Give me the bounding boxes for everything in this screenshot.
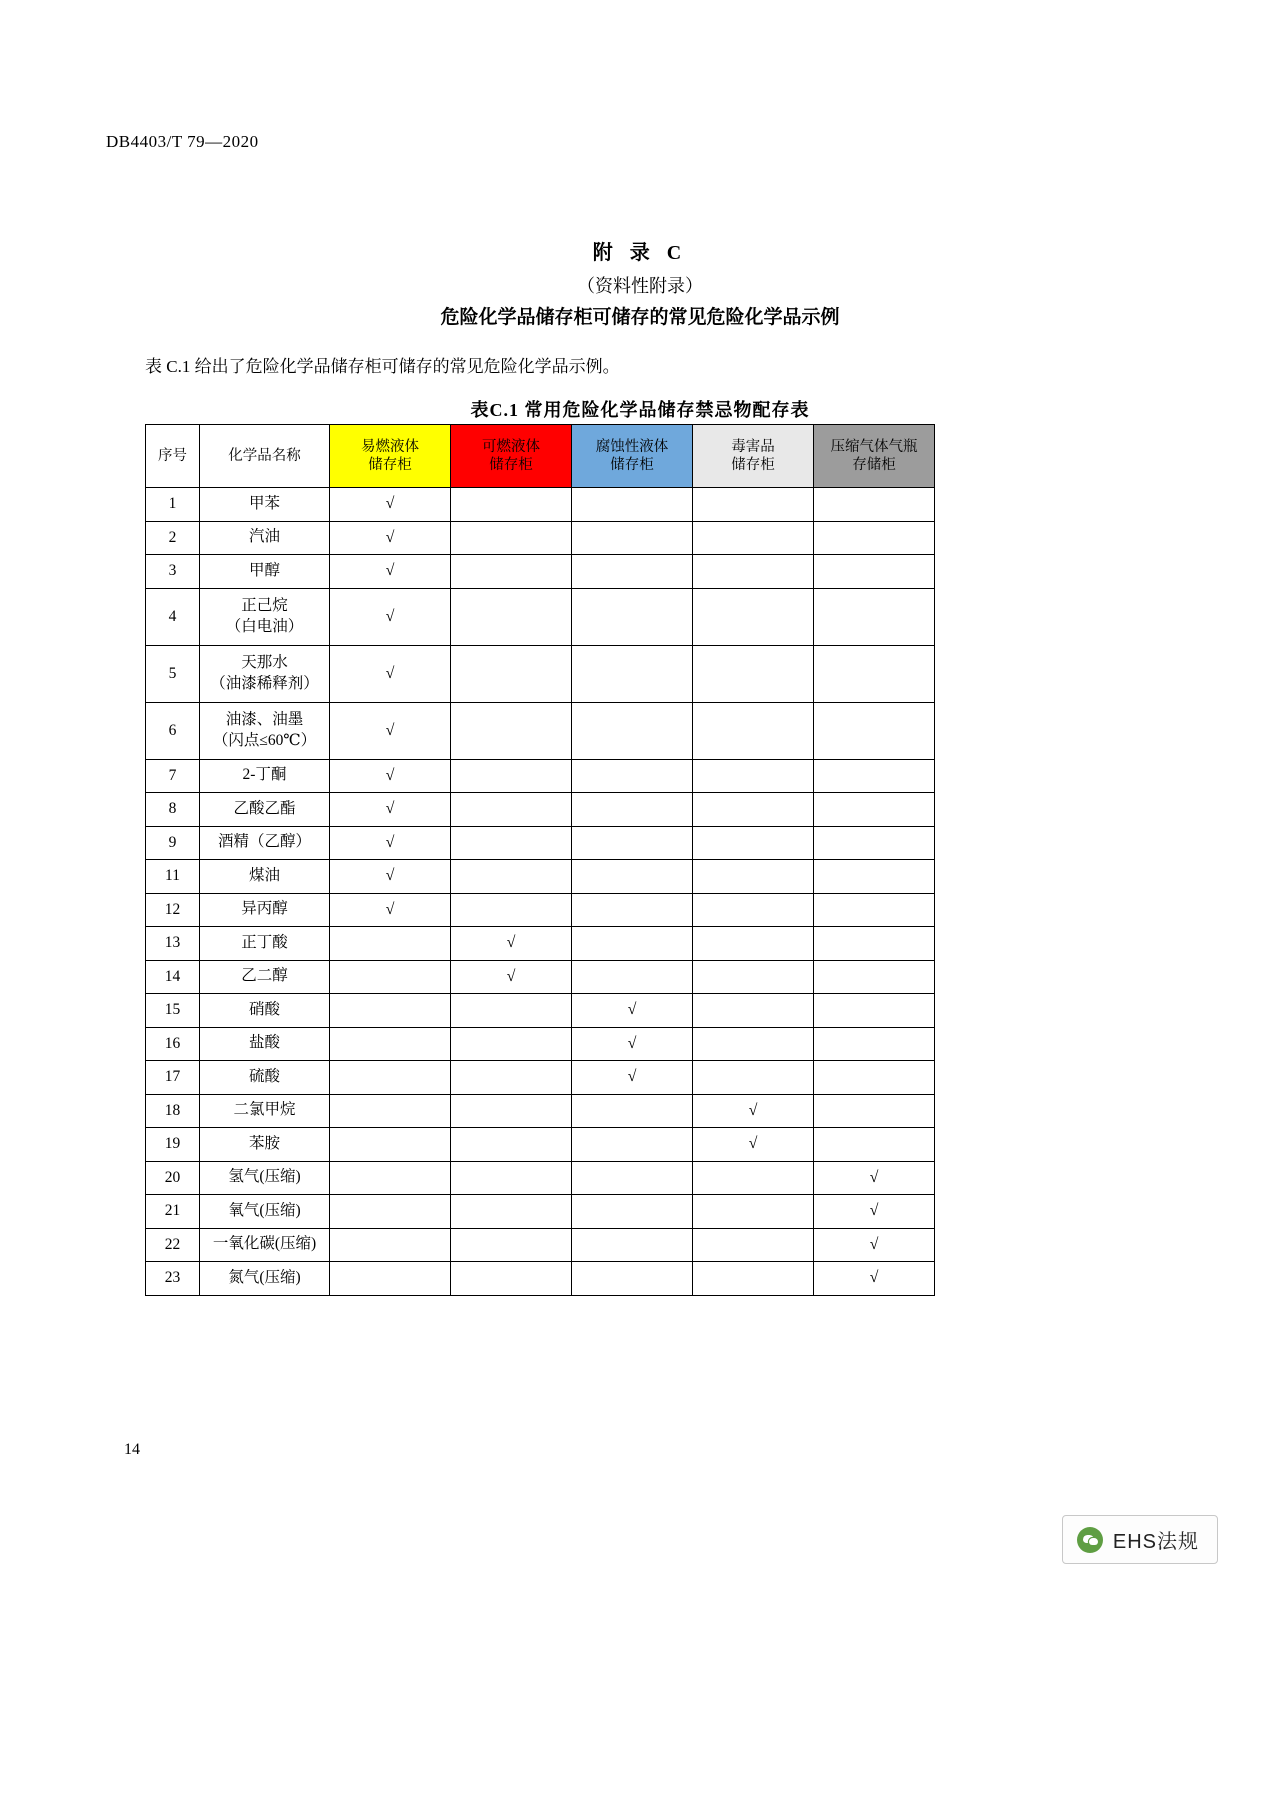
cell-corrosive-liquid	[572, 1161, 693, 1195]
chemical-name-line: 异丙醇	[241, 900, 288, 918]
chemical-name	[200, 555, 330, 589]
cell-flammable-liquid	[330, 1128, 451, 1162]
cell-toxic	[693, 1161, 814, 1195]
header-combustible-liquid-cabinet	[451, 425, 572, 488]
check-mark-icon: √	[385, 607, 395, 625]
table-caption: 表C.1 常用危险化学品储存禁忌物配存表	[470, 400, 810, 420]
check-mark-icon: √	[385, 800, 395, 818]
cell-combustible-liquid	[451, 1161, 572, 1195]
check-mark-icon: √	[506, 934, 516, 952]
intro-paragraph: 表 C.1 给出了危险化学品储存柜可储存的常见危险化学品示例。	[145, 357, 620, 376]
check-mark-icon: √	[748, 1135, 758, 1153]
row-index: 4	[146, 588, 200, 645]
cell-compressed-gas	[814, 759, 935, 793]
check-mark-icon: √	[385, 900, 395, 918]
cell-corrosive-liquid	[572, 1027, 693, 1061]
chemical-name-line: 氮气(压缩)	[228, 1268, 301, 1286]
cell-corrosive-liquid	[572, 960, 693, 994]
cell-flammable-liquid	[330, 1027, 451, 1061]
header-chemical-name	[200, 425, 330, 488]
cell-compressed-gas	[814, 1228, 935, 1262]
table-row	[146, 1094, 935, 1128]
table-row	[146, 645, 935, 702]
cell-flammable-liquid	[330, 793, 451, 827]
chemical-name-line: 天那水	[241, 653, 288, 671]
chemical-name-line: 乙二醇	[241, 967, 288, 985]
cell-compressed-gas	[814, 555, 935, 589]
row-index: 20	[146, 1161, 200, 1195]
cell-flammable-liquid	[330, 893, 451, 927]
cell-compressed-gas	[814, 1128, 935, 1162]
chemical-name	[200, 759, 330, 793]
cell-corrosive-liquid	[572, 1061, 693, 1095]
cell-compressed-gas	[814, 1094, 935, 1128]
cell-flammable-liquid	[330, 1195, 451, 1229]
cell-compressed-gas	[814, 893, 935, 927]
cell-corrosive-liquid	[572, 645, 693, 702]
cell-corrosive-liquid	[572, 488, 693, 522]
cell-compressed-gas	[814, 994, 935, 1028]
cell-compressed-gas	[814, 488, 935, 522]
row-index: 8	[146, 793, 200, 827]
chemical-name-line: 甲醇	[248, 561, 280, 579]
row-index: 13	[146, 927, 200, 961]
header-index	[146, 425, 200, 488]
row-index: 16	[146, 1027, 200, 1061]
cell-combustible-liquid	[451, 488, 572, 522]
table-row	[146, 521, 935, 555]
chemical-name	[200, 521, 330, 555]
cell-toxic	[693, 960, 814, 994]
cell-flammable-liquid	[330, 860, 451, 894]
cell-corrosive-liquid	[572, 759, 693, 793]
chemical-name	[200, 645, 330, 702]
cell-toxic	[693, 1027, 814, 1061]
cell-flammable-liquid	[330, 645, 451, 702]
cell-combustible-liquid	[451, 588, 572, 645]
cell-toxic	[693, 759, 814, 793]
appendix-title: 附 录 C	[592, 242, 688, 264]
cell-toxic	[693, 645, 814, 702]
chemical-name	[200, 927, 330, 961]
cell-compressed-gas	[814, 793, 935, 827]
cell-flammable-liquid	[330, 1094, 451, 1128]
check-mark-icon: √	[385, 562, 395, 580]
check-mark-icon: √	[869, 1235, 879, 1253]
cell-flammable-liquid	[330, 927, 451, 961]
chemical-name-line: （油漆稀释剂）	[210, 674, 319, 692]
header-corrosive-line1: 腐蚀性液体	[595, 438, 669, 455]
cell-toxic	[693, 702, 814, 759]
header-gas-line2: 存储柜	[852, 457, 896, 473]
check-mark-icon: √	[385, 766, 395, 784]
chemical-name	[200, 1094, 330, 1128]
cell-compressed-gas	[814, 826, 935, 860]
row-index: 18	[146, 1094, 200, 1128]
cell-compressed-gas	[814, 960, 935, 994]
cell-combustible-liquid	[451, 1128, 572, 1162]
check-mark-icon: √	[385, 721, 395, 739]
table-row	[146, 1262, 935, 1296]
chemical-name-line: 甲苯	[248, 494, 280, 512]
row-index: 23	[146, 1262, 200, 1296]
cell-corrosive-liquid	[572, 860, 693, 894]
table-row	[146, 1061, 935, 1095]
cell-flammable-liquid	[330, 960, 451, 994]
appendix-name: 危险化学品储存柜可储存的常见危险化学品示例	[440, 307, 840, 328]
row-index: 1	[146, 488, 200, 522]
cell-corrosive-liquid	[572, 555, 693, 589]
table-row	[146, 588, 935, 645]
cell-corrosive-liquid	[572, 826, 693, 860]
table-row	[146, 702, 935, 759]
cell-toxic	[693, 994, 814, 1028]
table-row	[146, 1128, 935, 1162]
cell-flammable-liquid	[330, 759, 451, 793]
chemical-name	[200, 588, 330, 645]
chemical-name	[200, 960, 330, 994]
table-row	[146, 860, 935, 894]
cell-compressed-gas	[814, 1195, 935, 1229]
check-mark-icon: √	[869, 1202, 879, 1220]
cell-toxic	[693, 588, 814, 645]
cell-corrosive-liquid	[572, 1094, 693, 1128]
cell-combustible-liquid	[451, 960, 572, 994]
cell-combustible-liquid	[451, 994, 572, 1028]
row-index: 21	[146, 1195, 200, 1229]
table-row	[146, 1195, 935, 1229]
cell-combustible-liquid	[451, 893, 572, 927]
check-mark-icon: √	[506, 967, 516, 985]
cell-corrosive-liquid	[572, 1195, 693, 1229]
cell-combustible-liquid	[451, 1228, 572, 1262]
chemical-name-line: 苯胺	[248, 1134, 280, 1152]
cell-flammable-liquid	[330, 1262, 451, 1296]
cell-toxic	[693, 927, 814, 961]
cell-combustible-liquid	[451, 1027, 572, 1061]
check-mark-icon: √	[869, 1168, 879, 1186]
chemical-storage-table	[145, 424, 935, 1296]
chemical-name-line: 2-丁酮	[242, 766, 287, 784]
chemical-name-line: 酒精（乙醇）	[217, 833, 311, 851]
chemical-name-line: 汽油	[248, 528, 280, 546]
table-row	[146, 555, 935, 589]
cell-corrosive-liquid	[572, 1228, 693, 1262]
header-chemical-name-line1: 化学品名称	[228, 447, 301, 464]
cell-flammable-liquid	[330, 702, 451, 759]
row-index: 17	[146, 1061, 200, 1095]
cell-combustible-liquid	[451, 1094, 572, 1128]
cell-compressed-gas	[814, 588, 935, 645]
header-compressed-gas-cabinet	[814, 425, 935, 488]
cell-toxic	[693, 1228, 814, 1262]
chemical-name-line: 正己烷	[241, 596, 288, 614]
table-row	[146, 994, 935, 1028]
cell-toxic	[693, 860, 814, 894]
chemical-name	[200, 1027, 330, 1061]
chemical-name	[200, 488, 330, 522]
cell-toxic	[693, 1195, 814, 1229]
check-mark-icon: √	[627, 1001, 637, 1019]
cell-compressed-gas	[814, 645, 935, 702]
cell-toxic	[693, 1094, 814, 1128]
cell-flammable-liquid	[330, 1161, 451, 1195]
cell-corrosive-liquid	[572, 927, 693, 961]
cell-corrosive-liquid	[572, 588, 693, 645]
cell-flammable-liquid	[330, 488, 451, 522]
check-mark-icon: √	[385, 867, 395, 885]
check-mark-icon: √	[627, 1034, 637, 1052]
header-combustible-line2: 储存柜	[489, 457, 533, 473]
cell-corrosive-liquid	[572, 994, 693, 1028]
cell-combustible-liquid	[451, 826, 572, 860]
cell-compressed-gas	[814, 860, 935, 894]
header-index-line1: 序号	[158, 447, 187, 464]
cell-combustible-liquid	[451, 521, 572, 555]
watermark-label: EHS法规	[1112, 1531, 1199, 1553]
chemical-name	[200, 1262, 330, 1296]
chemical-name	[200, 1161, 330, 1195]
table-body	[146, 488, 935, 1296]
cell-flammable-liquid	[330, 826, 451, 860]
cell-flammable-liquid	[330, 1061, 451, 1095]
cell-toxic	[693, 1128, 814, 1162]
table-row	[146, 759, 935, 793]
row-index: 15	[146, 994, 200, 1028]
table-row	[146, 1228, 935, 1262]
cell-compressed-gas	[814, 1027, 935, 1061]
cell-compressed-gas	[814, 702, 935, 759]
chemical-name-line: 硫酸	[248, 1067, 280, 1085]
cell-corrosive-liquid	[572, 793, 693, 827]
chemical-name-line: 煤油	[248, 866, 280, 884]
cell-toxic	[693, 793, 814, 827]
header-toxic-line2: 储存柜	[731, 457, 775, 473]
chemical-name	[200, 1195, 330, 1229]
header-corrosive-liquid-cabinet	[572, 425, 693, 488]
header-combustible-line1: 可燃液体	[482, 438, 540, 455]
chemical-name-line: 硝酸	[248, 1000, 280, 1018]
chemical-name	[200, 793, 330, 827]
cell-flammable-liquid	[330, 588, 451, 645]
row-index: 14	[146, 960, 200, 994]
cell-corrosive-liquid	[572, 1128, 693, 1162]
chemical-name-line: 一氧化碳(压缩)	[212, 1235, 317, 1253]
cell-combustible-liquid	[451, 1195, 572, 1229]
chemical-name-line: 盐酸	[248, 1034, 280, 1052]
check-mark-icon: √	[869, 1269, 879, 1287]
cell-toxic	[693, 826, 814, 860]
header-gas-line1: 压缩气体气瓶	[830, 438, 918, 455]
table-row	[146, 927, 935, 961]
header-flammable-liquid-cabinet	[330, 425, 451, 488]
chemical-name-line: 二氯甲烷	[233, 1101, 296, 1119]
header-flammable-line2: 储存柜	[368, 457, 412, 473]
table-row	[146, 1027, 935, 1061]
cell-flammable-liquid	[330, 521, 451, 555]
cell-flammable-liquid	[330, 1228, 451, 1262]
cell-toxic	[693, 893, 814, 927]
check-mark-icon: √	[385, 528, 395, 546]
cell-combustible-liquid	[451, 759, 572, 793]
table-row	[146, 793, 935, 827]
header-toxic-cabinet	[693, 425, 814, 488]
cell-corrosive-liquid	[572, 893, 693, 927]
cell-compressed-gas	[814, 521, 935, 555]
chemical-name	[200, 860, 330, 894]
row-index: 11	[146, 860, 200, 894]
cell-combustible-liquid	[451, 860, 572, 894]
table-row	[146, 826, 935, 860]
chemical-name	[200, 826, 330, 860]
chemical-name-line: 乙酸乙酯	[233, 799, 296, 817]
ehs-logo-icon	[1077, 1527, 1103, 1553]
check-mark-icon: √	[385, 495, 395, 513]
chemical-name-line: 氢气(压缩)	[228, 1168, 301, 1186]
cell-compressed-gas	[814, 927, 935, 961]
check-mark-icon: √	[385, 664, 395, 682]
cell-combustible-liquid	[451, 1262, 572, 1296]
standard-code-header: DB4403/T 79—2020	[106, 132, 259, 151]
cell-toxic	[693, 521, 814, 555]
row-index: 22	[146, 1228, 200, 1262]
cell-combustible-liquid	[451, 702, 572, 759]
cell-combustible-liquid	[451, 555, 572, 589]
chemical-name-line: （白电油）	[225, 617, 304, 635]
row-index: 7	[146, 759, 200, 793]
cell-corrosive-liquid	[572, 1262, 693, 1296]
cell-toxic	[693, 1262, 814, 1296]
page-number: 14	[124, 1441, 140, 1458]
cell-combustible-liquid	[451, 645, 572, 702]
row-index: 12	[146, 893, 200, 927]
cell-corrosive-liquid	[572, 702, 693, 759]
row-index: 2	[146, 521, 200, 555]
header-flammable-line1: 易燃液体	[361, 438, 419, 455]
check-mark-icon: √	[385, 833, 395, 851]
cell-combustible-liquid	[451, 793, 572, 827]
table-row	[146, 960, 935, 994]
cell-corrosive-liquid	[572, 521, 693, 555]
chemical-name	[200, 1228, 330, 1262]
chemical-name-line: 油漆、油墨	[225, 710, 304, 728]
check-mark-icon: √	[748, 1101, 758, 1119]
chemical-name	[200, 994, 330, 1028]
cell-toxic	[693, 555, 814, 589]
table-row	[146, 893, 935, 927]
row-index: 3	[146, 555, 200, 589]
row-index: 6	[146, 702, 200, 759]
cell-compressed-gas	[814, 1262, 935, 1296]
table-row	[146, 488, 935, 522]
header-corrosive-line2: 储存柜	[610, 457, 654, 473]
chemical-name	[200, 893, 330, 927]
cell-combustible-liquid	[451, 927, 572, 961]
cell-combustible-liquid	[451, 1061, 572, 1095]
cell-toxic	[693, 488, 814, 522]
chemical-name-line: （闪点≤60℃）	[212, 731, 317, 749]
table-row	[146, 1161, 935, 1195]
check-mark-icon: √	[627, 1068, 637, 1086]
cell-flammable-liquid	[330, 994, 451, 1028]
header-toxic-line1: 毒害品	[731, 438, 775, 455]
cell-flammable-liquid	[330, 555, 451, 589]
chemical-name-line: 氧气(压缩)	[228, 1201, 301, 1219]
row-index: 19	[146, 1128, 200, 1162]
chemical-name-line: 正丁酸	[241, 933, 288, 951]
chemical-name	[200, 1128, 330, 1162]
chemical-name	[200, 1061, 330, 1095]
chemical-name	[200, 702, 330, 759]
cell-compressed-gas	[814, 1161, 935, 1195]
row-index: 9	[146, 826, 200, 860]
table-header-row	[146, 425, 935, 488]
cell-compressed-gas	[814, 1061, 935, 1095]
row-index: 5	[146, 645, 200, 702]
appendix-type: （资料性附录）	[577, 276, 703, 296]
cell-toxic	[693, 1061, 814, 1095]
watermark-badge	[1062, 1515, 1218, 1564]
